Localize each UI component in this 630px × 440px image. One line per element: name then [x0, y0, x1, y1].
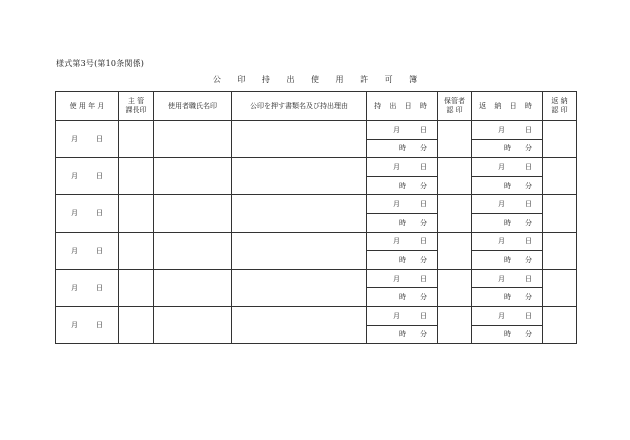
checkout-date-cell[interactable]: [367, 121, 438, 140]
use-date-cell[interactable]: [56, 232, 119, 269]
return-time-cell[interactable]: [472, 213, 543, 232]
unit-minute: 分: [525, 255, 532, 264]
return-time-cell[interactable]: [472, 139, 543, 158]
unit-minute: 分: [525, 330, 532, 339]
header-user-name-seal: 使用者職氏名印: [154, 92, 232, 121]
manager-seal-cell[interactable]: [119, 269, 154, 306]
header-custodian-seal-line1: 保管者: [444, 97, 465, 105]
document-reason-cell[interactable]: [232, 158, 367, 195]
return-seal-cell[interactable]: [543, 158, 577, 195]
unit-month: 月: [71, 246, 78, 255]
custodian-seal-cell[interactable]: [438, 195, 472, 232]
entry-date-row: [56, 121, 577, 140]
document-reason-cell[interactable]: [232, 195, 367, 232]
return-date-cell[interactable]: [472, 232, 543, 251]
seal-usage-ledger: [55, 91, 577, 344]
checkout-time-cell[interactable]: [367, 325, 438, 344]
user-name-seal-cell[interactable]: [154, 269, 232, 306]
unit-minute: 分: [525, 144, 532, 153]
unit-hour: 時: [504, 181, 511, 190]
return-seal-cell[interactable]: [543, 269, 577, 306]
unit-day: 日: [420, 311, 427, 320]
user-name-seal-cell[interactable]: [154, 121, 232, 158]
unit-day: 日: [96, 209, 103, 218]
unit-day: 日: [96, 321, 103, 330]
unit-minute: 分: [420, 255, 427, 264]
checkout-time-cell[interactable]: [367, 176, 438, 195]
manager-seal-cell[interactable]: [119, 195, 154, 232]
unit-day: 日: [96, 283, 103, 292]
unit-day: 日: [525, 237, 532, 246]
use-date-cell[interactable]: [56, 158, 119, 195]
return-date-cell[interactable]: [472, 306, 543, 325]
user-name-seal-cell[interactable]: [154, 195, 232, 232]
unit-day: 日: [96, 246, 103, 255]
entry-date-row: [56, 306, 577, 325]
unit-minute: 分: [420, 144, 427, 153]
checkout-date-cell[interactable]: [367, 195, 438, 214]
unit-minute: 分: [420, 181, 427, 190]
unit-month: 月: [71, 135, 78, 144]
unit-day: 日: [525, 125, 532, 134]
custodian-seal-cell[interactable]: [438, 158, 472, 195]
unit-month: 月: [71, 209, 78, 218]
form-number: 様式第3号(第10条関係): [56, 59, 145, 68]
user-name-seal-cell[interactable]: [154, 232, 232, 269]
use-date-cell[interactable]: [56, 306, 119, 343]
checkout-date-cell[interactable]: [367, 306, 438, 325]
register-title: 公 印 持 出 使 用 許 可 簿: [212, 75, 425, 84]
unit-month: 月: [498, 237, 505, 246]
return-date-cell[interactable]: [472, 158, 543, 177]
unit-minute: 分: [420, 293, 427, 302]
return-seal-cell[interactable]: [543, 121, 577, 158]
unit-day: 日: [96, 135, 103, 144]
return-seal-cell[interactable]: [543, 195, 577, 232]
unit-hour: 時: [399, 255, 406, 264]
unit-day: 日: [96, 172, 103, 181]
header-custodian-seal-line2: 認 印: [446, 106, 463, 114]
return-seal-cell[interactable]: [543, 306, 577, 343]
document-reason-cell[interactable]: [232, 232, 367, 269]
header-return-seal: [543, 92, 577, 121]
document-reason-cell[interactable]: [232, 269, 367, 306]
manager-seal-cell[interactable]: [119, 121, 154, 158]
unit-month: 月: [393, 237, 400, 246]
unit-hour: 時: [504, 255, 511, 264]
unit-month: 月: [393, 274, 400, 283]
header-custodian-seal: [438, 92, 472, 121]
unit-day: 日: [420, 162, 427, 171]
unit-hour: 時: [399, 293, 406, 302]
return-time-cell[interactable]: [472, 251, 543, 270]
header-document-reason: 公印を押す書類名及び持出理由: [232, 92, 367, 121]
use-date-cell[interactable]: [56, 269, 119, 306]
custodian-seal-cell[interactable]: [438, 232, 472, 269]
unit-day: 日: [525, 162, 532, 171]
unit-month: 月: [71, 283, 78, 292]
unit-hour: 時: [399, 181, 406, 190]
unit-day: 日: [525, 200, 532, 209]
custodian-seal-cell[interactable]: [438, 269, 472, 306]
use-date-cell[interactable]: [56, 121, 119, 158]
checkout-time-cell[interactable]: [367, 213, 438, 232]
use-date-cell[interactable]: [56, 195, 119, 232]
header-return-seal-line1: 返 納: [551, 97, 568, 105]
unit-month: 月: [498, 200, 505, 209]
unit-month: 月: [498, 125, 505, 134]
unit-day: 日: [420, 237, 427, 246]
unit-minute: 分: [525, 181, 532, 190]
checkout-time-cell[interactable]: [367, 251, 438, 270]
entry-date-row: [56, 195, 577, 214]
user-name-seal-cell[interactable]: [154, 306, 232, 343]
header-return-datetime: 返 納 日 時: [472, 92, 543, 121]
unit-day: 日: [420, 125, 427, 134]
return-date-cell[interactable]: [472, 195, 543, 214]
unit-month: 月: [393, 311, 400, 320]
custodian-seal-cell[interactable]: [438, 121, 472, 158]
unit-month: 月: [498, 311, 505, 320]
return-seal-cell[interactable]: [543, 232, 577, 269]
entry-date-row: [56, 269, 577, 288]
unit-day: 日: [420, 274, 427, 283]
checkout-time-cell[interactable]: [367, 288, 438, 307]
unit-minute: 分: [420, 330, 427, 339]
entry-date-row: [56, 158, 577, 177]
unit-month: 月: [498, 162, 505, 171]
header-checkout-datetime: 持 出 日 時: [367, 92, 438, 121]
entry-date-row: [56, 232, 577, 251]
document-reason-cell[interactable]: [232, 306, 367, 343]
unit-hour: 時: [399, 330, 406, 339]
unit-day: 日: [525, 274, 532, 283]
custodian-seal-cell[interactable]: [438, 306, 472, 343]
unit-month: 月: [393, 125, 400, 134]
unit-month: 月: [71, 172, 78, 181]
unit-month: 月: [498, 274, 505, 283]
manager-seal-cell[interactable]: [119, 306, 154, 343]
unit-day: 日: [420, 200, 427, 209]
unit-minute: 分: [525, 218, 532, 227]
header-manager-seal-line2: 課長印: [125, 106, 147, 114]
ledger-body: [56, 121, 577, 344]
unit-hour: 時: [504, 293, 511, 302]
unit-hour: 時: [504, 218, 511, 227]
unit-hour: 時: [399, 218, 406, 227]
return-time-cell[interactable]: [472, 288, 543, 307]
header-manager-seal: [119, 92, 154, 121]
checkout-time-cell[interactable]: [367, 139, 438, 158]
checkout-date-cell[interactable]: [367, 232, 438, 251]
unit-month: 月: [393, 162, 400, 171]
return-date-cell[interactable]: [472, 121, 543, 140]
unit-month: 月: [393, 200, 400, 209]
header-return-seal-line2: 認 印: [551, 106, 568, 114]
unit-minute: 分: [525, 293, 532, 302]
user-name-seal-cell[interactable]: [154, 158, 232, 195]
return-date-cell[interactable]: [472, 269, 543, 288]
document-reason-cell[interactable]: [232, 121, 367, 158]
unit-minute: 分: [420, 218, 427, 227]
unit-day: 日: [525, 311, 532, 320]
return-time-cell[interactable]: [472, 325, 543, 344]
checkout-date-cell[interactable]: [367, 269, 438, 288]
unit-hour: 時: [504, 330, 511, 339]
unit-hour: 時: [399, 144, 406, 153]
unit-hour: 時: [504, 144, 511, 153]
manager-seal-cell[interactable]: [119, 158, 154, 195]
checkout-date-cell[interactable]: [367, 158, 438, 177]
header-manager-seal-line1: 主 管: [127, 97, 145, 105]
header-use-date: 使 用 年 月: [56, 92, 119, 121]
manager-seal-cell[interactable]: [119, 232, 154, 269]
return-time-cell[interactable]: [472, 176, 543, 195]
unit-month: 月: [71, 321, 78, 330]
header-row: [56, 92, 577, 121]
